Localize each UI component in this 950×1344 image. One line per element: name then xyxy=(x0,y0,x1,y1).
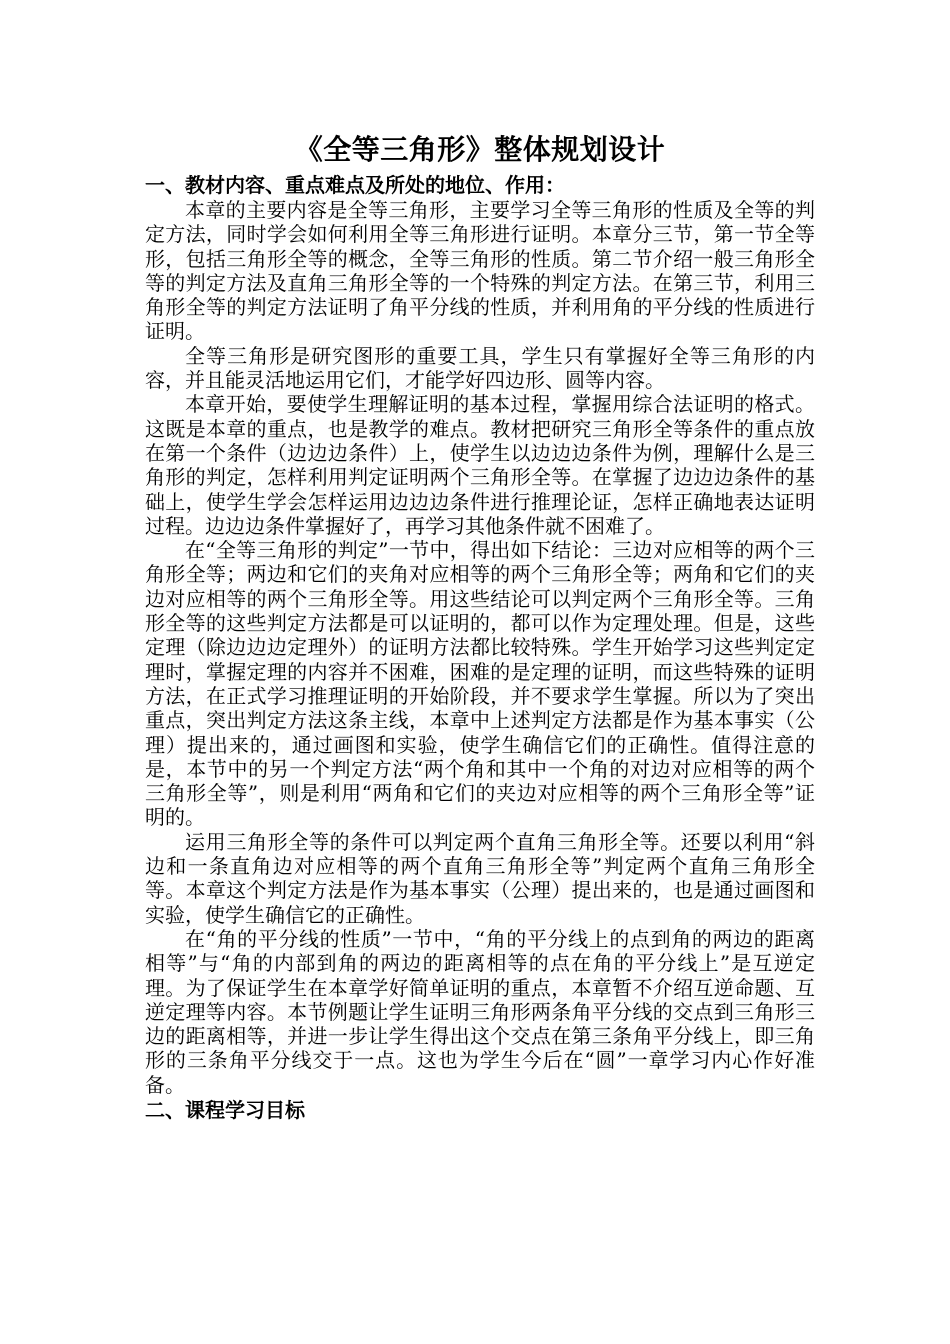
section-heading-2: 二、课程学习目标 xyxy=(145,1097,305,1122)
section-heading-1: 一、教材内容、重点难点及所处的地位、作用： xyxy=(145,173,565,197)
paragraph-5: 运用三角形全等的条件可以判定两个直角三角形全等。还要以利用“斜边和一条直角边对应相等的两个直角三角形全等”判定两个直角三角形全等。本章这个判定方法是作为基本事实（公理）提出来的，也是通过画图和实验，使学生确信它的正确性。 xyxy=(145,829,815,927)
paragraph-4: 在“全等三角形的判定”一节中，得出如下结论：三边对应相等的两个三角形全等；两边和它们的夹角对应相等的两个三角形全等；两角和它们的夹边对应相等的两个三角形全等。用这些结论可以判定两个三角形全等。三角形全等的这些判定方法都是可以证明的，都可以作为定理处理。但是，这些定理（除边边边定理外）的证明方法都比较特殊。学生开始学习这些判定定理时，掌握定理的内容并不困难，困难的是定理的证明，而这些特殊的证明方法，在正式学习推理证明的开始阶段，并不要求学生掌握。所以为了突出重点，突出判定方法这条主线，本章中上述判定方法都是作为基本事实（公理）提出来的，通过画图和实验，使学生确信它们的正确性。值得注意的是，本节中的另一个判定方法“两个角和其中一个角的对边对应相等的两个三角形全等”，则是利用“两角和它们的夹边对应相等的两个三角形全等”证明的。 xyxy=(145,538,815,830)
document-title: 《全等三角形》整体规划设计 xyxy=(294,133,666,166)
paragraph-6: 在“角的平分线的性质”一节中，“角的平分线上的点到角的两边的距离相等”与“角的内部到角的两边的距离相等的点在角的平分线上”是互逆定理。为了保证学生在本章学好简单证明的重点，本章暂不介绍互逆命题、互逆定理等内容。本节例题让学生证明三角形两条角平分线的交点到三角形三边的距离相等，并进一步让学生得出这个交点在第三条角平分线上，即三角形的三条角平分线交于一点。这也为学生今后在“圆”一章学习内心作好准备。 xyxy=(145,926,815,1097)
paragraph-2: 全等三角形是研究图形的重要工具，学生只有掌握好全等三角形的内容，并且能灵活地运用它们，才能学好四边形、圆等内容。 xyxy=(145,343,815,393)
paragraph-3: 本章开始，要使学生理解证明的基本过程，掌握用综合法证明的格式。这既是本章的重点，也是教学的难点。教材把研究三角形全等条件的重点放在第一个条件（边边边条件）上，使学生以边边边条件为例，理解什么是三角形的判定，怎样利用判定证明两个三角形全等。在掌握了边边边条件的基础上，使学生学会怎样运用边边边条件进行推理论证，怎样正确地表达证明过程。边边边条件掌握好了，再学习其他条件就不困难了。 xyxy=(145,392,815,538)
document-page xyxy=(145,132,815,1123)
paragraph-1: 本章的主要内容是全等三角形，主要学习全等三角形的性质及全等的判定方法，同时学会如何利用全等三角形进行证明。本章分三节，第一节全等形，包括三角形全等的概念，全等三角形的性质。第二节介绍一般三角形全等的判定方法及直角三角形全等的一个特殊的判定方法。在第三节，利用三角形全等的判定方法证明了角平分线的性质，并利用角的平分线的性质进行证明。 xyxy=(145,198,815,344)
